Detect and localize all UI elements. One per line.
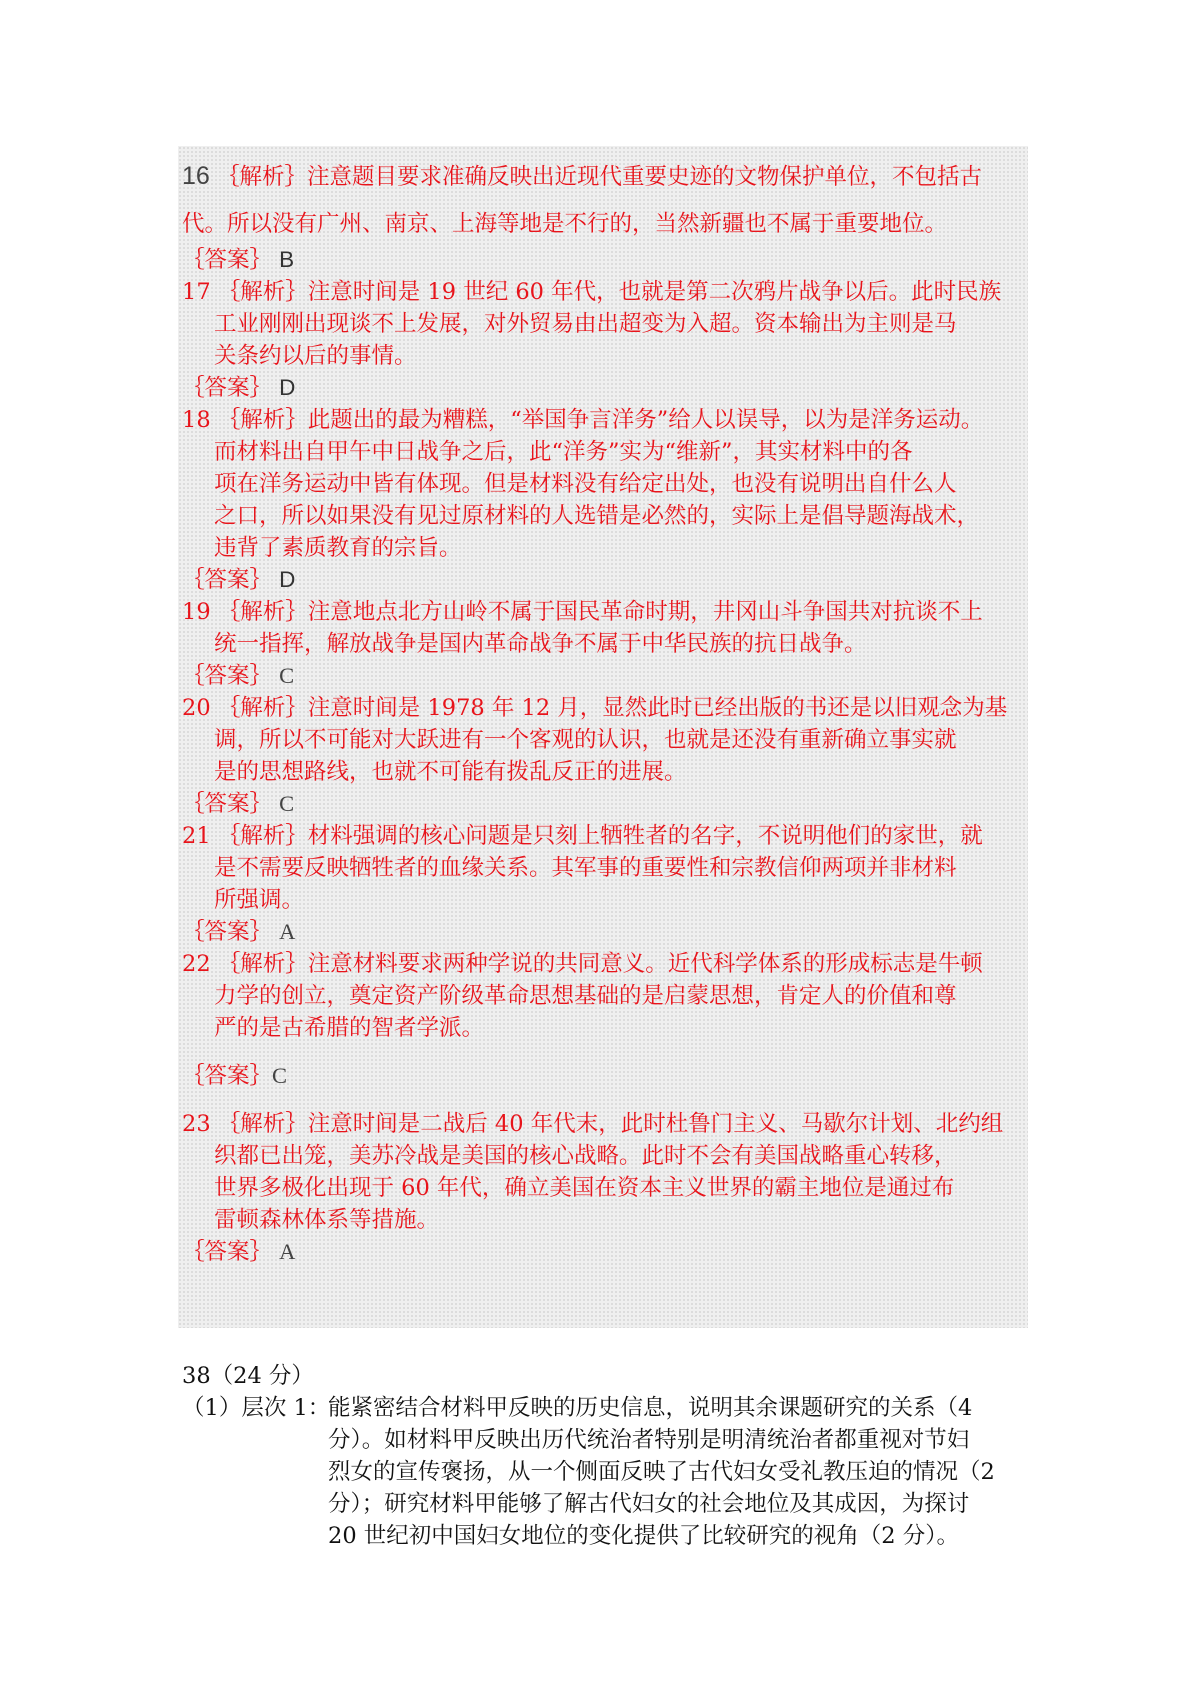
q16-line1 [182, 160, 982, 193]
q20-line1: 20 ｛解析｝注意时间是 1978 年 12 月，显然此时已经出版的书还是以旧观念为基 [182, 695, 1008, 721]
q16-number: 16 [182, 162, 210, 190]
answer-label: ｛答案｝ [182, 791, 273, 817]
q38-line5: 20 世纪初中国妇女地位的变化提供了比较研究的视角（2 分）。 [328, 1523, 960, 1549]
q23-line2: 织都已出笼，美苏冷战是美国的核心战略。此时不会有美国战略重心转移， [214, 1143, 957, 1169]
q17-line1: 17 ｛解析｝注意时间是 19 世纪 60 年代，也就是第二次鸦片战争以后。此时民族 [182, 279, 1002, 305]
q18-line3: 项在洋务运动中皆有体现。但是材料没有给定出处，也没有说明出自什么人 [214, 471, 957, 497]
q38-line3: 烈女的宣传褒扬，从一个侧面反映了古代妇女受礼教压迫的情况（2 [328, 1459, 995, 1485]
q22-line3: 严的是古希腊的智者学派。 [214, 1015, 485, 1041]
q23-line4: 雷顿森林体系等措施。 [214, 1207, 440, 1233]
q38-heading: 38（24 分） [182, 1363, 314, 1389]
q18-line1: 18 ｛解析｝此题出的最为糟糕，“举国争言洋务”给人以误导，以为是洋务运动。 [182, 407, 984, 433]
q17-line2: 工业刚刚出现谈不上发展，对外贸易由出超变为入超。资本输出为主则是马 [214, 311, 957, 337]
q23-line3: 世界多极化出现于 60 年代，确立美国在资本主义世界的霸主地位是通过布 [214, 1175, 955, 1201]
q38-line4: 分）；研究材料甲能够了解古代妇女的社会地位及其成因，为探讨 [328, 1491, 970, 1517]
q17-answer [182, 372, 295, 404]
answer-value: C [279, 663, 295, 688]
q16-answer [182, 244, 294, 276]
q20-line2: 调，所以不可能对大跃进有一个客观的认识，也就是还没有重新确立事实就 [214, 727, 957, 753]
q21-answer [182, 916, 295, 948]
q22-line1: 22 ｛解析｝注意材料要求两种学说的共同意义。近代科学体系的形成标志是牛顿 [182, 951, 983, 977]
q18-line4: 之口，所以如果没有见过原材料的人选错是必然的，实际上是倡导题海战术， [214, 503, 980, 529]
q18-answer [182, 564, 295, 596]
answer-value: B [279, 247, 295, 272]
answer-value: A [279, 1239, 296, 1264]
q18-line2: 而材料出自甲午中日战争之后，此“洋务”实为“维新”，其实材料中的各 [214, 439, 913, 465]
q23-answer [182, 1236, 295, 1268]
q21-line1: 21 ｛解析｝材料强调的核心问题是只刻上牺牲者的名字，不说明他们的家世，就 [182, 823, 983, 849]
q20-answer [182, 788, 294, 820]
q22-line2: 力学的创立，奠定资产阶级革命思想基础的是启蒙思想，肯定人的价值和尊 [214, 983, 957, 1009]
q19-line1: 19 ｛解析｝注意地点北方山岭不属于国民革命时期，井冈山斗争国共对抗谈不上 [182, 599, 983, 625]
answer-value: D [279, 567, 296, 592]
answer-label: ｛答案｝ [182, 567, 273, 593]
q18-line5: 违背了素质教育的宗旨。 [214, 535, 462, 561]
q16-line2: 代。所以没有广州、南京、上海等地是不行的，当然新疆也不属于重要地位。 [182, 211, 948, 237]
q38-line1: 能紧密结合材料甲反映的历史信息，说明其余课题研究的关系（4 [328, 1395, 973, 1421]
answer-label: ｛答案｝ [182, 1239, 273, 1265]
q19-line2: 统一指挥，解放战争是国内革命战争不属于中华民族的抗日战争。 [214, 631, 867, 657]
q23-line1: 23 ｛解析｝注意时间是二战后 40 年代末，此时杜鲁门主义、马歇尔计划、北约组 [182, 1111, 1004, 1137]
answer-label: ｛答案｝ [182, 375, 273, 401]
answer-label: ｛答案｝ [182, 247, 273, 273]
q21-line3: 所强调。 [214, 887, 305, 913]
answer-value: C [279, 791, 295, 816]
q19-answer [182, 660, 294, 692]
q38-line2: 分）。如材料甲反映出历代统治者特别是明清统治者都重视对节妇 [328, 1427, 970, 1453]
answer-label: ｛答案｝ [182, 919, 273, 945]
q22-answer [182, 1060, 287, 1092]
answer-label: ｛答案｝ [182, 1063, 273, 1089]
answer-value: A [279, 919, 296, 944]
answer-value: C [272, 1063, 288, 1088]
q16-analysis-text: ｛解析｝注意题目要求准确反映出近现代重要史迹的文物保护单位，不包括古 [216, 164, 982, 190]
answer-value: D [279, 375, 296, 400]
q21-line2: 是不需要反映牺牲者的血缘关系。其军事的重要性和宗教信仰两项并非材料 [214, 855, 957, 881]
answer-label: ｛答案｝ [182, 663, 273, 689]
q20-line3: 是的思想路线，也就不可能有拨乱反正的进展。 [214, 759, 687, 785]
q38-part1-label: （1）层次 1： [182, 1395, 331, 1421]
q17-line3: 关条约以后的事情。 [214, 343, 417, 369]
